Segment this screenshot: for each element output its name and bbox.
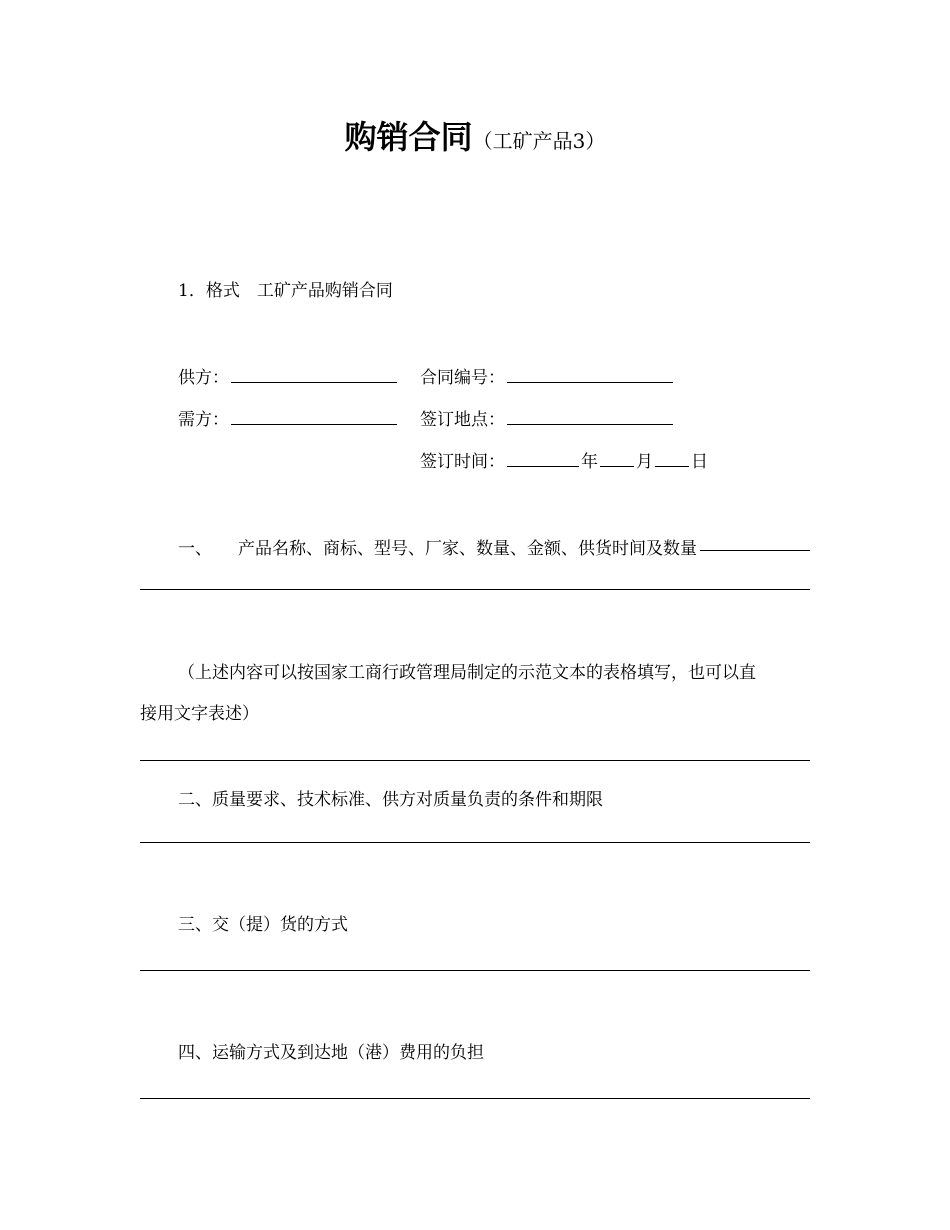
section-4-heading: 四、运输方式及到达地（港）费用的负担 (178, 1043, 484, 1063)
year-field[interactable] (507, 448, 579, 467)
month-field[interactable] (600, 448, 634, 467)
note-line-2: 接用文字表述） (140, 704, 259, 724)
title-subtitle: （工矿产品3） (472, 129, 606, 153)
sign-time-row (420, 447, 708, 472)
sign-place-field[interactable] (507, 406, 673, 425)
section-1-heading (238, 534, 697, 559)
section-3-answer-line[interactable] (140, 970, 810, 971)
document-title (0, 112, 950, 158)
section-1-text: 产品名称、商标、型号、厂家、数量、金额、供货时间及数量 (238, 539, 697, 559)
buyer-field[interactable] (231, 406, 397, 425)
format-line: 1．格式 工矿产品购销合同 (178, 281, 393, 301)
buyer-label: 需方： (178, 410, 229, 430)
buyer-row (178, 405, 399, 430)
section-2-heading: 二、质量要求、技术标准、供方对质量负责的条件和期限 (178, 790, 603, 810)
section-2-answer-line[interactable] (140, 842, 810, 843)
day-label: 日 (691, 452, 708, 472)
sign-time-label: 签订时间： (420, 452, 505, 472)
title-main: 购销合同 (344, 118, 473, 156)
contract-no-label: 合同编号： (420, 368, 505, 388)
note-line-1: （上述内容可以按国家工商行政管理局制定的示范文本的表格填写，也可以直 (178, 663, 756, 683)
section-3-heading: 三、交（提）货的方式 (178, 915, 348, 935)
contract-no-row (420, 363, 675, 388)
sign-place-label: 签订地点： (420, 410, 505, 430)
contract-no-field[interactable] (507, 364, 673, 383)
supplier-label: 供方： (178, 368, 229, 388)
section-1-number: 一、 (178, 539, 212, 559)
month-label: 月 (636, 452, 653, 472)
sign-place-row (420, 405, 675, 430)
supplier-row (178, 363, 399, 388)
section-1-answer-line[interactable] (140, 589, 810, 590)
year-label: 年 (581, 452, 598, 472)
section-1-fill-line[interactable] (700, 550, 810, 551)
day-field[interactable] (655, 448, 689, 467)
section-4-answer-line[interactable] (140, 1098, 810, 1099)
note-answer-line[interactable] (140, 760, 810, 761)
supplier-field[interactable] (231, 364, 397, 383)
